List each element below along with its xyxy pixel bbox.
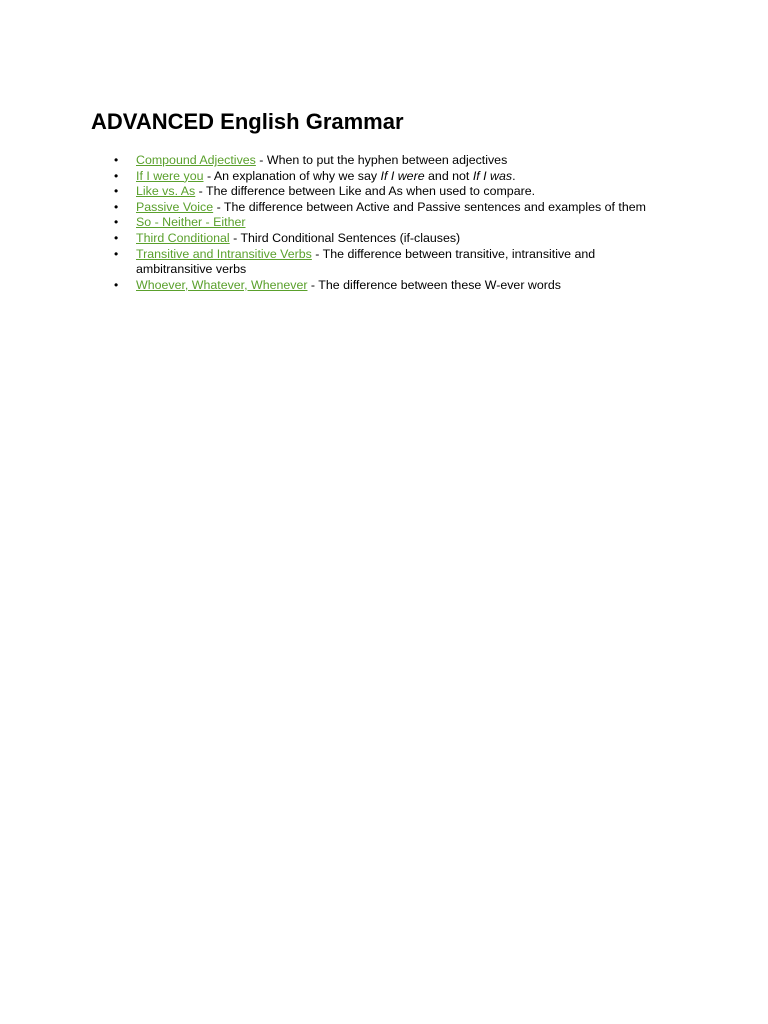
link-whoever-whatever-whenever[interactable]: Whoever, Whatever, Whenever [136,277,308,292]
list-item [114,153,671,169]
list-item [114,168,671,185]
link-transitive-intransitive-verbs[interactable]: Transitive and Intransitive Verbs [136,246,312,261]
item-emphasis: If I were [380,168,425,183]
list-item [114,199,671,216]
bullet-icon: • [114,246,119,261]
item-description: - The difference between Like and As when used to compare. [195,184,536,199]
link-passive-voice[interactable]: Passive Voice [136,199,214,214]
document-page [91,108,671,293]
link-third-conditional[interactable]: Third Conditional [136,230,230,245]
bullet-icon: • [114,168,119,183]
list-item [114,277,671,294]
list-item [114,215,671,231]
item-description: - When to put the hyphen between adjectives [255,153,508,167]
bullet-icon: • [114,277,119,292]
list-item [114,246,671,278]
item-description: - Third Conditional Sentences (if-clauses) [229,230,461,245]
item-description: - The difference between Active and Passive sentences and examples of them [213,199,646,214]
link-compound-adjectives[interactable]: Compound Adjectives [136,153,256,167]
list-item [114,184,671,200]
topic-list [91,153,671,293]
item-description: . [512,168,516,183]
page-title: ADVANCED English Grammar [91,109,404,134]
bullet-icon: • [114,215,119,230]
link-like-vs-as[interactable]: Like vs. As [136,184,196,199]
bullet-icon: • [114,199,119,214]
link-if-i-were-you[interactable]: If I were you [136,168,204,183]
item-description: - The difference between transitive, intransitive and ambitransitive verbs [136,246,596,277]
link-so-neither-either[interactable]: So - Neither - Either [136,215,246,230]
list-item [114,230,671,247]
bullet-icon: • [114,153,119,167]
item-description: - The difference between these W-ever words [307,277,561,292]
item-emphasis: If I was [472,168,513,183]
item-description: and not [424,168,473,183]
bullet-icon: • [114,184,119,199]
item-description: - An explanation of why we say [203,168,381,183]
bullet-icon: • [114,230,119,245]
